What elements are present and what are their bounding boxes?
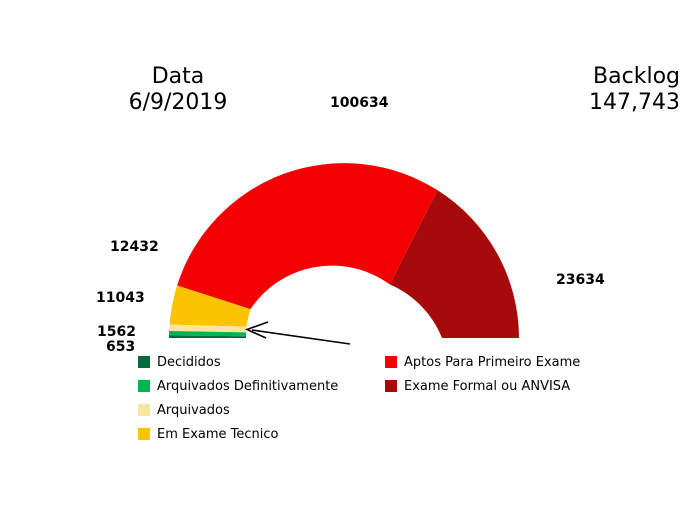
legend-item[interactable]: [385, 374, 580, 398]
callout-arquivados-definitivamente: 1562: [97, 324, 136, 340]
callout-decididos: 653: [106, 339, 136, 355]
backlog-title: Backlog: [593, 64, 680, 89]
data-title: Data: [151, 64, 205, 89]
legend-label-arquivados-definitivamente: Arquivados Definitivamente: [157, 378, 339, 394]
legend-label-decididos: Decididos: [157, 354, 221, 370]
legend-swatch-aptos: [385, 356, 397, 368]
legend-item[interactable]: [138, 398, 338, 422]
donut-slices: [169, 163, 519, 338]
legend-swatch-exame-formal: [385, 380, 397, 392]
callout-arquivados: 11043: [96, 290, 145, 306]
legend-label-em-exame-tecnico: Em Exame Tecnico: [157, 426, 279, 442]
legend-label-arquivados: Arquivados: [157, 402, 230, 418]
legend-item[interactable]: [138, 422, 338, 446]
legend-item[interactable]: [138, 374, 338, 398]
legend-swatch-arquivados-definitivamente: [138, 380, 150, 392]
callout-aptos: 100634: [330, 95, 389, 111]
legend-item[interactable]: [385, 350, 580, 374]
legend-item[interactable]: [138, 350, 338, 374]
legend-right: [385, 350, 580, 398]
legend-swatch-decididos: [138, 356, 150, 368]
legend-label-aptos: Aptos Para Primeiro Exame: [404, 354, 581, 370]
legend-label-exame-formal: Exame Formal ou ANVISA: [404, 378, 571, 394]
annotation-arrow: [247, 322, 350, 344]
callout-exame-formal: 23634: [556, 272, 605, 288]
backlog-value: 147,743: [589, 90, 680, 115]
callout-em-exame-tecnico: 12432: [110, 239, 159, 255]
legend-swatch-arquivados: [138, 404, 150, 416]
legend-swatch-em-exame-tecnico: [138, 428, 150, 440]
legend-left: [138, 350, 338, 446]
data-value: 6/9/2019: [128, 90, 228, 115]
